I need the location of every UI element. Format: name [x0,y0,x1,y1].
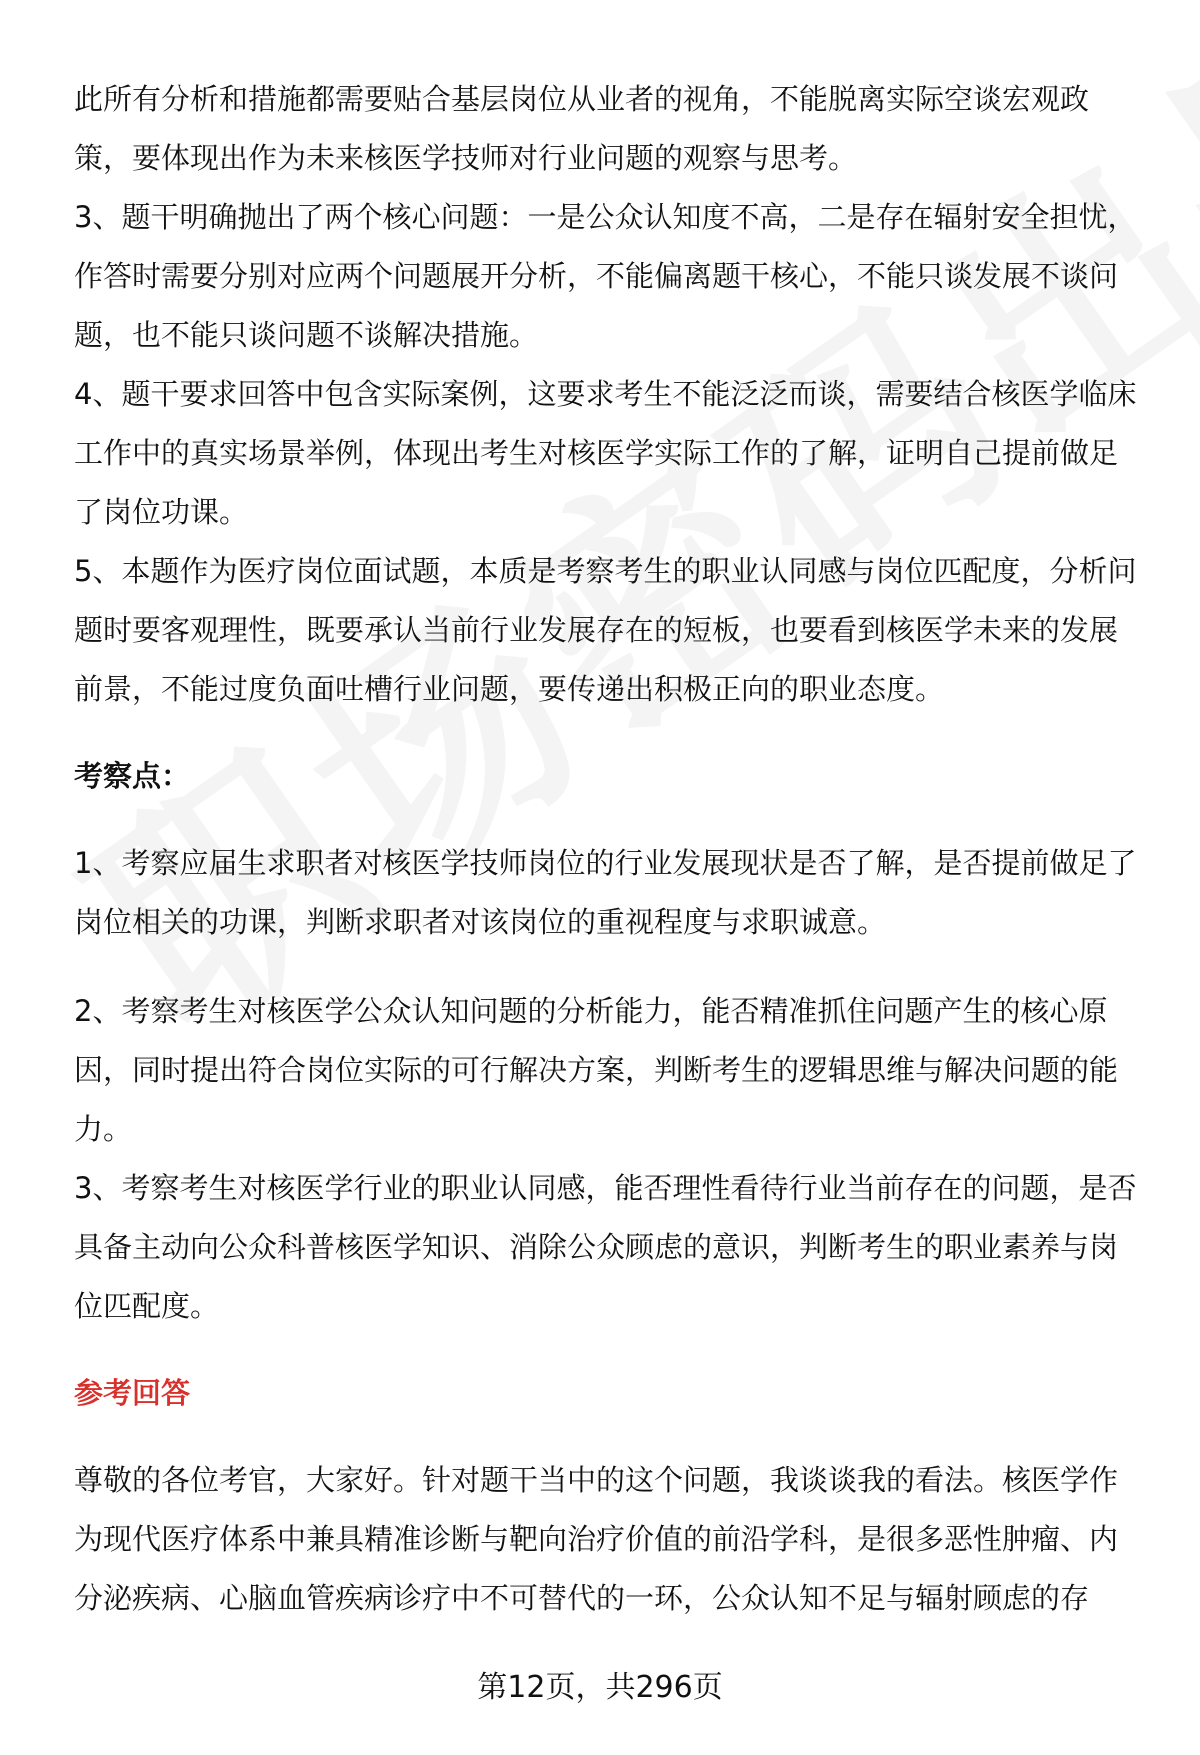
examine-heading: 考察点： [74,759,191,793]
spacer [74,806,1138,834]
page-number: 第12页，共296页 [477,1670,723,1705]
intro-paragraph-2: 3、题干明确抛出了两个核心问题：一是公众认知度不高，二是存在辐射安全担忧，作答时需要分别对应两个问题展开分析，不能偏离题干核心，不能只谈发展不谈问题，也不能只谈问题不谈解决措施。 [74,200,1137,352]
answer-heading: 参考回答 [74,1376,191,1410]
spacer [74,1423,1138,1451]
spacer [74,719,1138,747]
page-content [74,70,1138,1628]
intro-paragraph-1: 此所有分析和措施都需要贴合基层岗位从业者的视角，不能脱离实际空谈宏观政策，要体现出作为未来核医学技师对行业问题的观察与思考。 [74,82,1090,175]
intro-paragraph-4: 5、本题作为医疗岗位面试题，本质是考察考生的职业认同感与岗位匹配度，分析问题时要客观理性，既要承认当前行业发展存在的短板，也要看到核医学未来的发展前景，不能过度负面吐槽行业问题，要传递出积极正向的职业态度。 [74,554,1137,706]
spacer [74,952,1138,982]
examine-point-1: 1、考察应届生求职者对核医学技师岗位的行业发展现状是否了解，是否提前做足了岗位相关的功课，判断求职者对该岗位的重视程度与求职诚意。 [74,846,1137,939]
answer-paragraph: 尊敬的各位考官，大家好。针对题干当中的这个问题，我谈谈我的看法。核医学作为现代医疗体系中兼具精准诊断与靶向治疗价值的前沿学科，是很多恶性肿瘤、内分泌疾病、心脑血管疾病诊疗中不可替代的一环，公众认知不足与辐射顾虑的存 [74,1463,1119,1615]
examine-point-3: 3、考察考生对核医学行业的职业认同感，能否理性看待行业当前存在的问题，是否具备主动向公众科普核医学知识、消除公众顾虑的意识，判断考生的职业素养与岗位匹配度。 [74,1171,1137,1323]
spacer [74,1336,1138,1364]
intro-paragraph-3: 4、题干要求回答中包含实际案例，这要求考生不能泛泛而谈，需要结合核医学临床工作中的真实场景举例，体现出考生对核医学实际工作的了解，证明自己提前做足了岗位功课。 [74,377,1137,529]
examine-point-2: 2、考察考生对核医学公众认知问题的分析能力，能否精准抓住问题产生的核心原因，同时提出符合岗位实际的可行解决方案，判断考生的逻辑思维与解决问题的能力。 [74,994,1119,1146]
